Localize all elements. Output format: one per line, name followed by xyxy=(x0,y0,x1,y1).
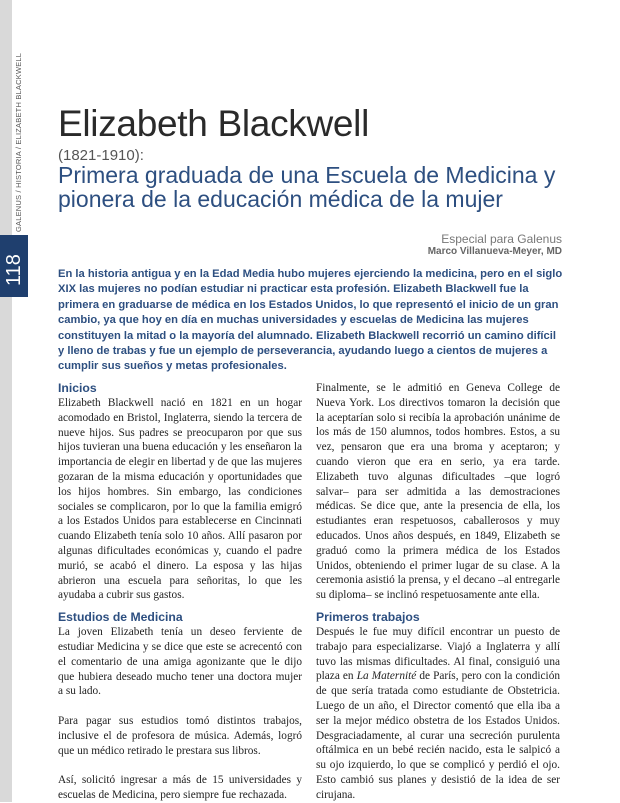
paragraph-primeros-a: Después le fue muy difícil encontrar un puesto de trabajo para especializarse. Viajó a Inglaterra y allí tuvo las mismas dificultades. Al final, consiguió una plaza en xyxy=(316,625,560,683)
lead-paragraph: En la historia antigua y en la Edad Media hubo mujeres ejerciendo la medicina, pero en el siglo XIX las mujeres no podían estudiar ni practicar esta profesión. Elizabeth Blackwell fue la primera en graduarse de médica en los Estados Unidos, lo que representó el inicio de un gran cambio, ya que hoy en día en muchas universidades y escuelas de Medicina las mujeres constituyen la mitad o la mayoría del alumnado. Elizabeth Blackwell recorrió un camino difícil y lleno de trabas y fue un ejemplo de perseverancia, ayudando luego a cientos de mujeres a cumplir sus sueños y metas profesionales. xyxy=(58,268,563,373)
paragraph-estudios-3: Así, solicitó ingresar a más de 15 universidades y escuelas de Medicina, pero siempre fue rechazada. xyxy=(58,774,302,801)
paragraph-estudios-2: Para pagar sus estudios tomó distintos trabajos, inclusive el de profesora de música. Además, logró que un médico retirado le prestara sus libros. xyxy=(58,714,302,757)
right-column xyxy=(316,381,560,803)
paragraph-inicios: Elizabeth Blackwell nació en 1821 en un hogar acomodado en Bristol, Inglaterra, siendo la tercera de nueve hijos. Sus padres se preocuparon por que sus hijos tuvieran una buena educación y les enseñaron la importancia de elegir en libertad y de que las mujeres gozaran de la misma educación y oportunidades que los hijos hombres. Sin embargo, las condiciones sociales se complicaron, por lo que la familia emigró a los Estados Unidos para establecerse en Cincinnati cuando Elizabeth tenía solo 10 años. Allí pasaron por algunas dificultades económicas y, cuando el padre murió, se acabó el dinero. La esposa y las hijas abrieron una escuela para señoritas, lo que les ayudaba a cubrir sus gastos. xyxy=(58,397,302,602)
heading-primeros: Primeros trabajos xyxy=(316,609,420,624)
left-column xyxy=(58,381,302,803)
heading-inicios: Inicios xyxy=(58,381,97,395)
article-title: Elizabeth Blackwell xyxy=(58,103,370,144)
author-name: Marco Villanueva-Meyer, MD xyxy=(427,246,562,257)
article-years: (1821-1910): xyxy=(58,147,144,164)
paragraph-finalmente: Finalmente, se le admitió en Geneva College de Nueva York. Los directivos tomaron la decisión que la aceptarían solo si recibía la aprobación unánime de los más de 150 alumnos, todos hombres. Estos, a su vez, pensaron que era una broma y aceptaron; y cuando vieron que era en serio, ya era tarde. Elizabeth tuvo algunas dificultades –que logró salvar– para ser admitida a las demostraciones médicas. Se dice que, ante la presencia de ella, los estudiantes eran respetuosos, caballerosos y muy educados. Unos años después, en 1849, Elizabeth se graduó como la primera médica de los Estados Unidos, obteniendo el primer lugar de su clase. A la ceremonia asistió la prensa, y el decano –al entregarle su diploma– se inclinó respetuosamente ante ella. xyxy=(316,382,560,602)
section-label: GALENUS / HISTORIA / ELIZABETH BLACKWELL xyxy=(14,52,23,232)
la-maternite-title: La Maternité xyxy=(356,670,417,683)
side-grey-strip xyxy=(0,0,12,802)
special-credit: Especial para Galenus xyxy=(441,232,562,246)
paragraph-estudios-1: La joven Elizabeth tenía un deseo ferviente de estudiar Medicina y se dice que este se acrecentó con el comentario de una amiga agonizante que le dijo que hubiera deseado mucho tener una doctora mujer a su lado. xyxy=(58,626,302,698)
paragraph-primeros xyxy=(316,625,560,803)
heading-estudios: Estudios de Medicina xyxy=(58,610,183,625)
article-subtitle: Primera graduada de una Escuela de Medicina y pionera de la educación médica de la mujer xyxy=(58,162,556,212)
page-number: 118 xyxy=(3,254,25,286)
paragraph-primeros-b: de París, pero con la condición de que sería tratada como estudiante de Obstetricia. Luego de un año, el Director comentó que ella iba a ser la mejor médico obstetra de los Estados Unidos. Desgraciadamente, al curar una secreción purulenta oftálmica en un bebé recién nacido, esta le salpicó a su ojo izquierdo, lo que se complicó y perdió el ojo. Esto cambió sus planes y desistió de la idea de ser cirujana. xyxy=(316,670,560,801)
